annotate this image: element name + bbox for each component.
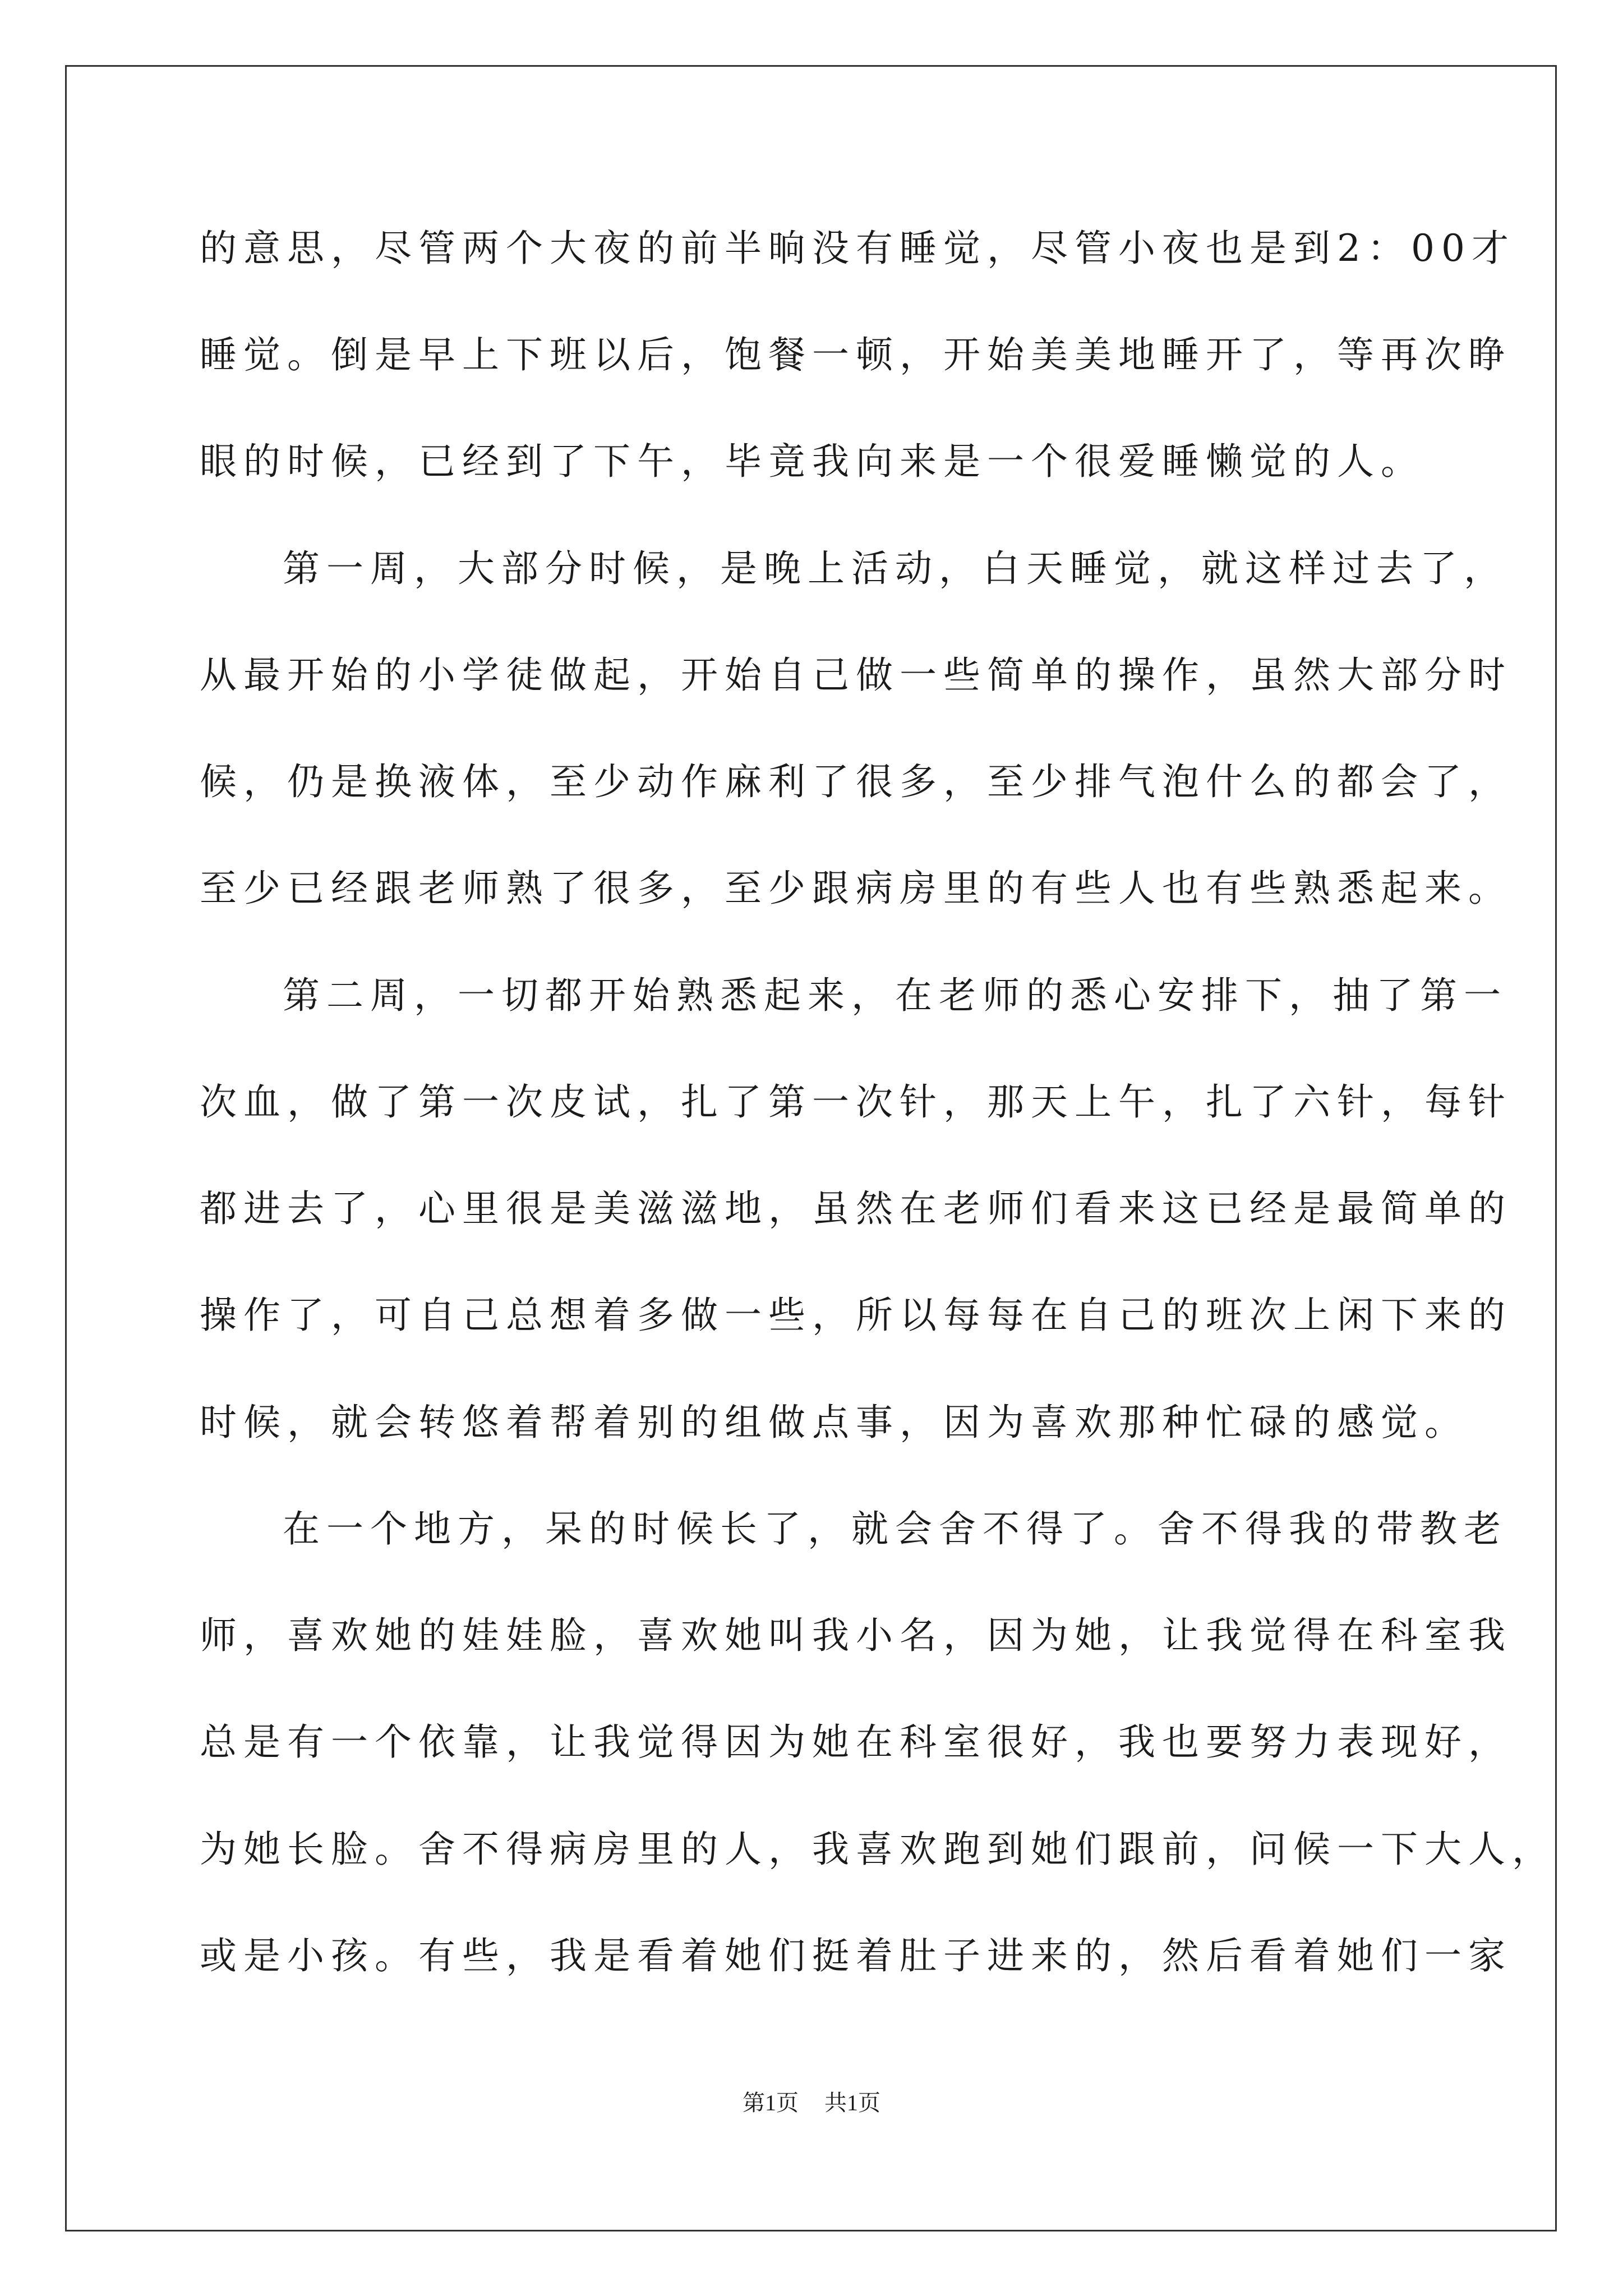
page-total: 共1页: [824, 2090, 880, 2115]
paragraph-first-line: 第一周，大部分时候，是晚上活动，白天睡觉，就这样过去了，: [283, 547, 1507, 590]
text-line: 或是小孩。有些，我是看着她们挺着肚子进来的，然后看着她们一家: [200, 1934, 1512, 1977]
text-line: 候，仍是换液体，至少动作麻利了很多，至少排气泡什么的都会了，: [200, 760, 1512, 803]
text-line: 为她长脸。舍不得病房里的人，我喜欢跑到她们跟前，问候一下大人，: [200, 1828, 1556, 1871]
page-footer: [0, 2090, 1623, 2116]
text-line: 师，喜欢她的娃娃脸，喜欢她叫我小名，因为她，让我觉得在科室我: [200, 1614, 1512, 1657]
page-frame: [65, 65, 1557, 2231]
text-line: 总是有一个依靠，让我觉得因为她在科室很好，我也要努力表现好，: [200, 1720, 1512, 1764]
text-line: 从最开始的小学徒做起，开始自己做一些简单的操作，虽然大部分时: [200, 654, 1512, 697]
paragraph-first-line: 在一个地方，呆的时候长了，就会舍不得了。舍不得我的带教老: [283, 1507, 1507, 1550]
text-line: 睡觉。倒是早上下班以后，饱餐一顿，开始美美地睡开了，等再次睁: [200, 333, 1512, 376]
text-line: 的意思，尽管两个大夜的前半晌没有睡觉，尽管小夜也是到2：00才: [200, 227, 1515, 270]
text-line: 都进去了，心里很是美滋滋地，虽然在老师们看来这已经是最简单的: [200, 1187, 1512, 1230]
text-line: 次血，做了第一次皮试，扎了第一次针，那天上午，扎了六针，每针: [200, 1080, 1512, 1124]
page-number: 第1页: [743, 2090, 799, 2115]
paragraph-first-line: 第二周，一切都开始熟悉起来，在老师的悉心安排下，抽了第一: [283, 974, 1507, 1017]
text-line: 至少已经跟老师熟了很多，至少跟病房里的有些人也有些熟悉起来。: [200, 867, 1512, 910]
text-line: 时候，就会转悠着帮着别的组做点事，因为喜欢那种忙碌的感觉。: [200, 1401, 1468, 1444]
text-line: 眼的时候，已经到了下午，毕竟我向来是一个很爱睡懒觉的人。: [200, 440, 1424, 483]
text-line: 操作了，可自己总想着多做一些，所以每每在自己的班次上闲下来的: [200, 1294, 1512, 1337]
